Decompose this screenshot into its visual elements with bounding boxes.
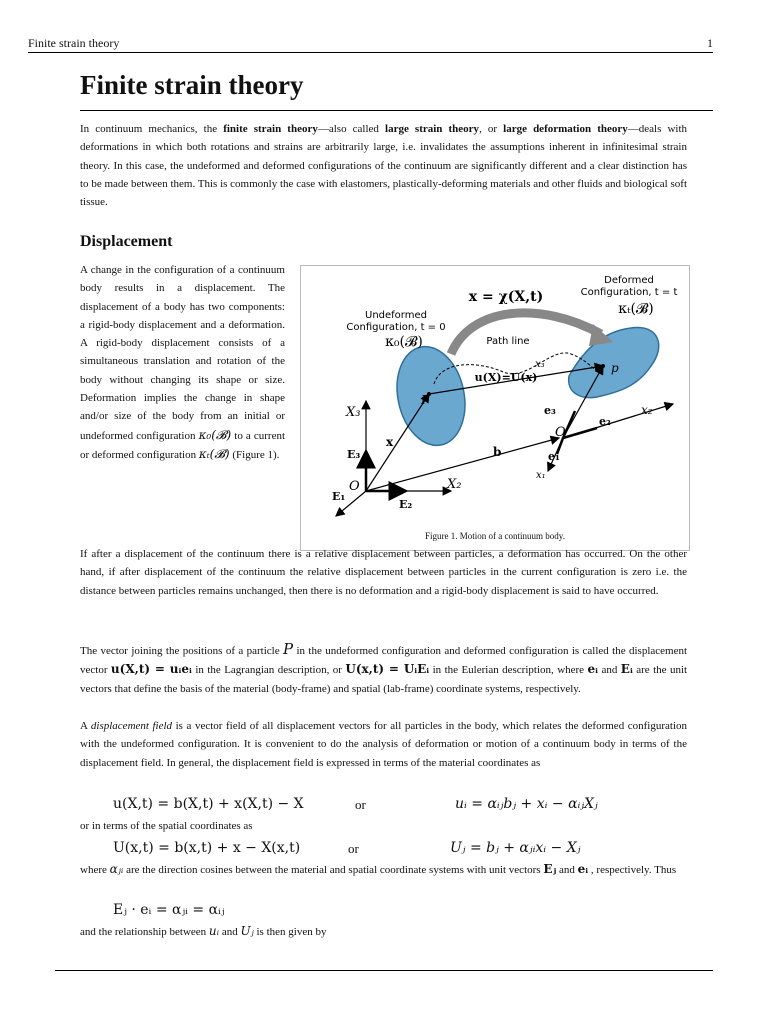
page-title: Finite strain theory xyxy=(80,70,304,100)
e3-label: e₃ xyxy=(544,404,556,417)
spatial-coordinates-text xyxy=(80,817,687,835)
wl-text-2: are the direction cosines between the material and spatial coordinate systems with unit vectors xyxy=(126,864,541,876)
undeformed-body xyxy=(388,340,473,452)
point-p-label: p xyxy=(611,361,619,375)
E3-label: E₃ xyxy=(347,448,361,461)
wl-text-3: , respectively. Thus xyxy=(590,864,677,876)
equation-3: Eⱼ · eᵢ = αⱼᵢ = αᵢⱼ xyxy=(113,902,225,918)
page-number: 1 xyxy=(707,36,713,50)
pv-and: and xyxy=(601,664,618,677)
equation-2-right: Uⱼ = bⱼ + αⱼᵢxᵢ − Xⱼ xyxy=(450,840,581,856)
intro-paragraph xyxy=(80,120,687,211)
pv-P-symbol: P xyxy=(283,640,294,658)
figure-continuum-motion xyxy=(300,265,690,551)
running-header xyxy=(28,34,713,53)
para-after-figure-text: If after a displacement of the continuum there is a relative displacement between particles, a deformation has occurred. On the other hand, if after displacement of the continuum the relative displacement between particles in the current configuration is zero i.e. the distance between particles remains unchanged, then there is no deformation and a rigid-body displacement is said to have occurred. xyxy=(80,548,687,597)
equation-1-or: or xyxy=(355,797,366,812)
left-para-text: A change in the configuration of a continuum body results in a displacement. The displacement of a body has two components: a rigid-body displacement and a deformation. A rigid-body displacement consists of a simultaneous translation and rotation of the body without changing its shape or size. Deformation implies the change in shape and/or size of the body from an initial or undeformed configuration xyxy=(80,264,285,442)
ll-text-2: is then given by xyxy=(256,926,327,938)
intro-bold-term-2: large strain theory xyxy=(385,123,480,135)
kappa0-label: κ₀(𝓑) xyxy=(385,334,423,350)
ll-U-J: Uⱼ xyxy=(240,924,254,938)
left-para-end: (Figure 1). xyxy=(232,448,280,461)
deformed-label-2: Configuration, t = t xyxy=(580,287,678,298)
point-P-label: P xyxy=(421,393,430,407)
equation-1-left: u(X,t) = b(X,t) + x(X,t) − X xyxy=(113,796,304,812)
left-para-mid: to a current or deformed configuration xyxy=(80,429,286,461)
header-title: Finite strain theory xyxy=(28,36,120,50)
intro-text-2: —also called xyxy=(317,123,386,135)
x1-axis-label: x₁ xyxy=(536,470,546,481)
pv-text-1: The vector joining the positions of a particle xyxy=(80,645,280,657)
footer-rule xyxy=(55,970,713,971)
spatial-text: or in terms of the spatial coordinates as xyxy=(80,820,253,832)
relationship-line xyxy=(80,922,687,941)
ll-u-i: uᵢ xyxy=(208,924,220,938)
wl-e-i: eᵢ xyxy=(577,862,589,876)
pf-italic-term: displacement field xyxy=(90,720,173,732)
path-line-label: Path line xyxy=(486,336,530,347)
displacement-field-paragraph xyxy=(80,717,687,772)
deformed-label-1: Deformed xyxy=(604,275,654,286)
X2-axis-label: X₂ xyxy=(447,477,462,492)
undeformed-label-2: Configuration, t = 0 xyxy=(346,322,446,333)
configuration-arrow xyxy=(451,313,601,354)
intro-bold-term-3: large deformation theory xyxy=(503,123,628,135)
direction-cosines-paragraph xyxy=(80,860,687,879)
displacement-vector-paragraph xyxy=(80,640,687,698)
kappat-label: κₜ(𝓑) xyxy=(618,301,654,317)
pv-u-vector: u(X,t) = uᵢeᵢ xyxy=(110,662,192,677)
e2-label: e₂ xyxy=(599,415,611,428)
x3-axis-label: x₃ xyxy=(535,359,545,370)
pf-text-1: A xyxy=(80,720,91,732)
paragraph-after-figure xyxy=(80,545,687,600)
pv-text-2: in the undeformed configuration and deformed configuration is called the displacement vector xyxy=(80,645,688,677)
b-vector-label: b xyxy=(493,445,502,459)
wl-alpha: αⱼᵢ xyxy=(109,862,124,876)
e1-label: e₁ xyxy=(548,450,560,463)
wl-and: and xyxy=(559,864,575,876)
intro-text-4: —deals with deformations in which both rotations and strains are arbitrarily large, i.e. invalidates the assumptions inherent in infinitesimal strain theory. In this case, the undeformed and deformed configurations of the continuum are significantly different and a clear distinction has to be made between them. This is commonly the case with elastomers, plastically-deforming materials and other fluids and biological soft tissue. xyxy=(80,123,687,209)
ll-text-1: and the relationship between xyxy=(80,926,207,938)
pv-U-vector: U(x,t) = UᵢEᵢ xyxy=(345,662,430,677)
x-vector-label: x xyxy=(386,435,394,449)
figure-caption: Figure 1. Motion of a continuum body. xyxy=(425,531,565,541)
displacement-left-paragraph xyxy=(80,261,285,464)
displacement-label: u(X)=U(x) xyxy=(474,371,538,384)
pv-text-4: in the Eulerian description, where xyxy=(432,664,585,677)
undeformed-label-1: Undeformed xyxy=(365,310,427,321)
pv-text-5: are the unit vectors that define the basis of the material (body-frame) and spatial (lab-frame) coordinate systems, respectively. xyxy=(80,664,688,695)
title-rule xyxy=(80,110,713,111)
motion-equation: x = χ(X,t) xyxy=(468,289,544,305)
ll-and: and xyxy=(221,926,238,938)
E1-label: E₁ xyxy=(332,490,346,503)
equation-2-left: U(x,t) = b(x,t) + x − X(x,t) xyxy=(113,840,301,856)
E2-label: E₂ xyxy=(399,498,413,511)
motion-diagram xyxy=(301,266,689,550)
intro-bold-term-1: finite strain theory xyxy=(223,123,318,135)
pv-text-3: in the Lagrangian description, or xyxy=(195,664,342,677)
wl-E-J: Eⱼ xyxy=(543,862,557,876)
O-deformed-origin-label: O xyxy=(555,425,566,440)
kappa0-symbol: κ₀(𝓑) xyxy=(198,427,232,442)
kappat-symbol: κₜ(𝓑) xyxy=(198,446,230,461)
equation-2-or: or xyxy=(348,841,359,856)
pv-E-i: Eᵢ xyxy=(620,662,633,677)
pf-text-2: is a vector field of all displacement vectors for all particles in the body, which relates the deformed configuration with the undeformed configuration. It is convenient to do the analysis of deformation or motion of a continuum body in terms of the displacement field. In general, the displacement field is expressed in terms of the material coordinates as xyxy=(80,720,688,769)
O-origin-label: O xyxy=(349,479,360,494)
wl-text-1: where xyxy=(80,864,107,876)
section-heading-displacement: Displacement xyxy=(80,233,173,250)
equation-1-right: uᵢ = αᵢⱼbⱼ + xᵢ − αᵢⱼXⱼ xyxy=(455,796,598,812)
x2-axis-label: x₂ xyxy=(641,403,653,417)
intro-text-3: , or xyxy=(479,123,504,135)
intro-text-1: In continuum mechanics, the xyxy=(80,123,224,135)
pv-e-i: eᵢ xyxy=(587,662,599,677)
X3-axis-label: X₃ xyxy=(346,405,361,420)
